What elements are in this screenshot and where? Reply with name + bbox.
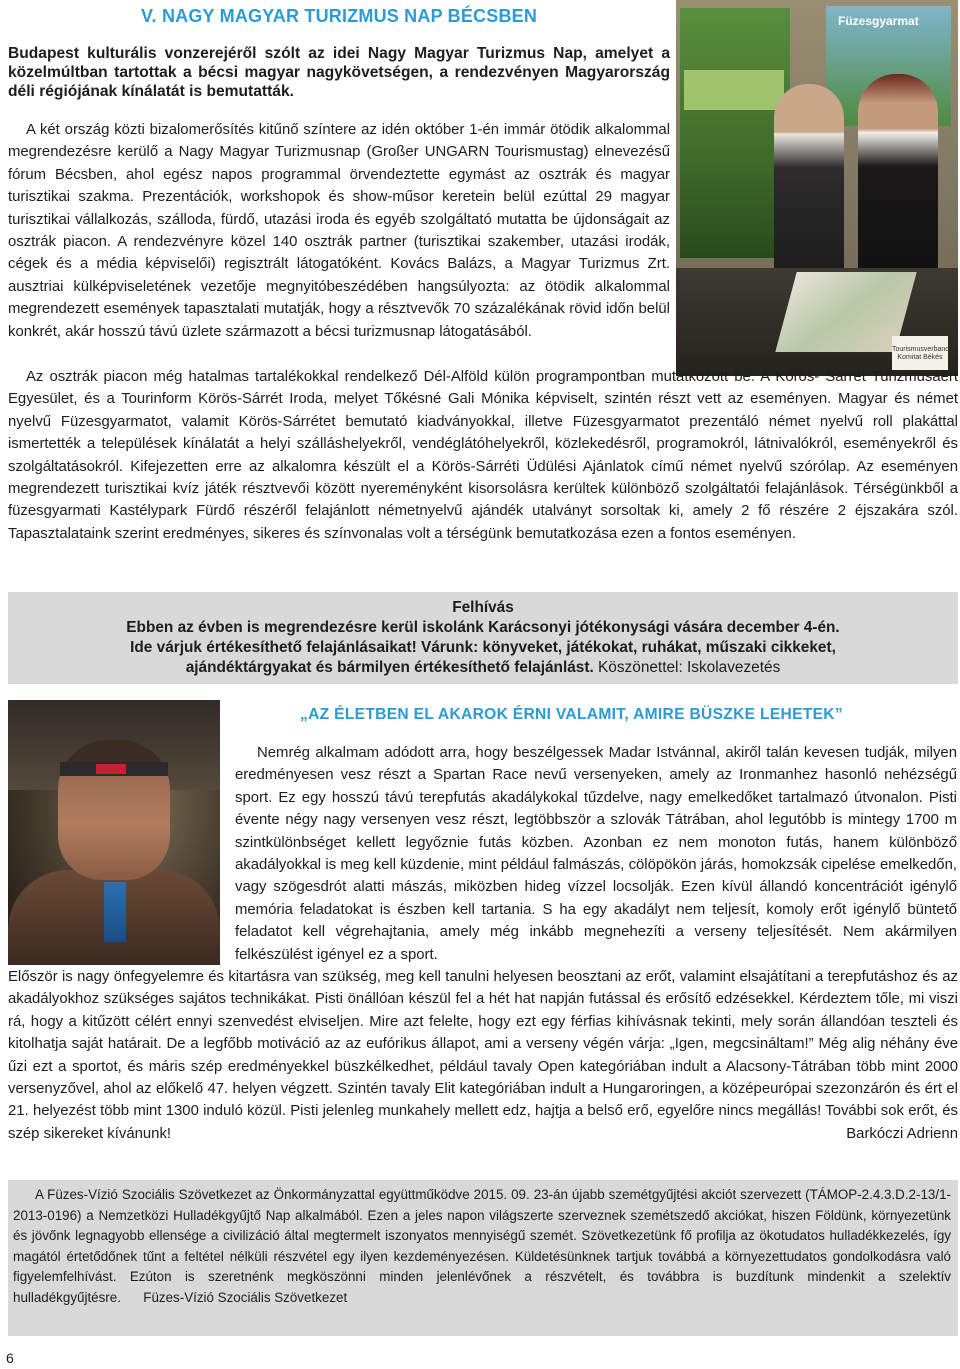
photo-medal-ribbon bbox=[104, 882, 126, 942]
article-lead: Budapest kulturális vonzerejéről szólt az idei Nagy Magyar Turizmus Nap, amelyet a közelmúltban tartottak a bécsi magyar nagykövetségen, a rendezvényen Magyarország déli régiójának kínálatát is bemutatták. bbox=[8, 45, 670, 100]
photo-person bbox=[774, 84, 844, 284]
interview-title: „AZ ÉLETBEN EL AKAROK ÉRNI VALAMIT, AMIRE BÜSZKE LEHETEK” bbox=[300, 706, 843, 723]
article-paragraph: Az osztrák piacon még hatalmas tartalékokkal rendelkező Dél-Alföld külön programpontban mutatkozott be. A Körös- Sárrét Turizmusáért Egyesület, és a Tourinform Körös-Sárrét Iroda, melyet Tőkésné Gali Mónika képviselt, szintén részt vett az eseményen. Magyar és német nyelvű Füzesgyarmatot, valamit Körös-Sárrétet bemutató kiadványokkal, illetve Füzesgyarmatot prezentáló német nyelvű roll plakáttal ismertették a települések kínálatát a helyi szálláshelyekről, vendéglátóhelyekről, közlekedésről, programokról, látnivalókról, eseményekről és szolgáltatásokról. Kifejezetten erre az alkalomra készült el a Körös-Sárréti Üdülési Ajánlatok című német nyelvű szórólap. Az eseményen megrendezett turisztikai kvíz játék résztvevői között nyereményként kisorsolásra kerültek különböző szolgáltatói felajánlások. Térségünkből a füzesgyarmati Kastélypark Fürdő részéről felajánlott németnyelvű ajándék utalványt sorsoltak ki, amely 2 fő részére 2 éjszakára szól. Tapasztalataink szerint eredményes, sikeres és színvonalas volt a térségünk bemutatkozása ezen a fontos eseményen. bbox=[8, 369, 958, 542]
interview-paragraph: Nemrég alkalmam adódott arra, hogy beszélgessek Madar Istvánnal, akiről talán kevesen tudják, milyen eredményesen vesz részt a Spartan Race nevű versenyeken, amely az Ironmanhez hasonló nehézségű sport. Ez egy hosszú távú terepfutás akadálykokal tűzdelve, nagy emelkedőket tartalmazó útvonalon. Pisti évente négy nagy versenyen vesz részt, legtöbbször a szlovák Tátrában, ahol legutóbb is mintegy 1700 m szintkülönbséget kellett legyőznie futás közben. Azonban ez nem monoton futás, hanem különböző akadályokkal is meg kell küzdenie, mint például falmászás, cölöpökön járás, homokzsák cipelése emelkedőn, vagy szögesdrót alatti mászás, miközben hideg vízzel locsolják. Ezen kívül állandó koncentrációt igénylő memória feladatokat is észben kell tartania. S ha egy akadályt nem teljesít, komoly erőt igénylő büntető feladatot kell végrehajtania, amely még inkább megnehezíti a verseny teljesítését. Nem akármilyen felkészülést igényel ez a sport. bbox=[235, 745, 957, 963]
footer-signature: Füzes-Vízió Szociális Szövetkezet bbox=[143, 1289, 348, 1305]
article-paragraph: A két ország közti bizalomerősítés kitűnő színtere az idén október 1-én immár ötödik alkalommal megrendezésre kerülő a Nagy Magyar Turizmusnap (Großer UNGARN Tourismustag) elnevezésű fórum Bécsben, ahol egész napos programmal örvendeztette egymást az osztrák és magyar turisztikai szakma. Prezentációk, workshopok és show-műsor keretein belül ezúttal 29 magyar turisztikai vállalkozás, szálloda, fürdő, utazási iroda és egyéb szolgáltató mutatta be újdonságait az osztrák piacon. A rendezvényre közel 140 osztrák partner (turisztikai szakember, utazási irodák, cégek és a média képviselői) regisztrált látogatóként. Kovács Balázs, a Magyar Turizmus Zrt. ausztriai külképviseletének vezetője megnyitóbeszédében hangsúlyozta: az ötödik alkalommal megrendezett események tapasztalati mutatják, hogy a résztvevők 70 százalékának rövid időn belül konkrét, akár hosszú távú üzlete származott a bécsi turizmusnap látogatásából. bbox=[8, 122, 670, 340]
announcement-heading: Felhívás bbox=[452, 599, 514, 616]
article-title: V. NAGY MAGYAR TURIZMUS NAP BÉCSBEN bbox=[141, 6, 538, 26]
photo-athlete-head bbox=[58, 740, 170, 880]
interview-author: Barkóczi Adrienn bbox=[846, 1125, 958, 1142]
photo-poster bbox=[684, 70, 784, 110]
interview-body-full bbox=[8, 966, 958, 1145]
announcement-line: Ebben az évben is megrendezésre kerül iskolánk Karácsonyi jótékonysági vására december 4-én. bbox=[126, 619, 840, 636]
announcement-line: Ide várjuk értékesíthető felajánlásaikat! Várunk: könyveket, játékokat, ruhákat, műszaki cikkeket, bbox=[130, 639, 836, 656]
announcement-signature: Köszönettel: Iskolavezetés bbox=[593, 659, 781, 676]
photo-sign: Tourismusverband Komitat Békés bbox=[892, 336, 948, 370]
article-body-full bbox=[8, 366, 958, 545]
article-body-column bbox=[8, 119, 670, 343]
interview-paragraph: Először is nagy önfegyelemre és kitartásra van szükség, meg kell tanulni helyesen beosztani az erőt, valamint elsajátítani a terepfutáshoz és az akadályokhoz szükséges sajátos technikákat. Pisti önállóan készül fel a hét hat napján futással és erősítő edzésekkel. Kérdeztem tőle, mi viszi rá, hogy a kitűzött célért ennyi szenvedést elviseljen. Mire azt felelte, hogy ezt egy férfias kihívásnak tekinti, mely során állandóan teszteli és kitolhatja saját határait. De a legfőbb motiváció az az eufórikus állapot, ami a verseny végén várja: „Igen, megcsináltam!” Még alig néhány éve űzi ezt a sportot, és máris szép eredményekkel büszkélkedhet, például tavaly Open kategóriában indult a Alacsony-Tátrában több mint 2000 versenyzővel, ahol az előkelő 47. helyen végzett. Szintén tavaly Elit kategóriában indult a Hungaroringen, a középeurópai szezonzárón és ért el 21. helyezést több mint 1300 induló közül. Pisti jelenleg munkahely mellett edz, hajtja a belső erő, egyelőre nincs megállás! További sok erőt, és szép sikereket kívánunk! bbox=[8, 969, 958, 1142]
announcement-line: ajándéktárgyakat és bármilyen értékesíthető felajánlást. Köszönettel: Iskolavezetés bbox=[185, 659, 781, 676]
interview-body-column bbox=[235, 742, 957, 966]
announcement-box bbox=[8, 592, 958, 684]
athlete-photo bbox=[8, 700, 220, 965]
footer-text bbox=[13, 1185, 951, 1309]
footer-paragraph: A Füzes-Vízió Szociális Szövetkezet az Önkormányzattal együttműködve 2015. 09. 23-án újabb szemétgyűjtési akciót szervezett (TÁMOP-2.4.3.D.2-13/1-2013-0196) a Nemzetközi Hulladékgyűjtő Nap alkalmából. Ezen a jeles napon világszerte szerveznek szemétszedő akciókat, hiszen Földünk, környezetünk és jövőnk legnagyobb ellensége a civilizáció által megtermelt iszonyatos mennyiségű szemét. Szövetkezetünk fő profilja az ökotudatos hulladékkezelés, így magától értetődőnek tűnt a feltétel nélküli részvétel egy ilyen kezdeményezésen. Küldetésünknek tartjuk továbbá a környezettudatos gondolkodásra való figyelemfelhívást. Ezúton is szeretnénk megköszönni minden jelenlévőnek a részvételt, és továbbra is buzdítunk mindenkit a szelektív hulladékgyűjtésre. bbox=[13, 1187, 951, 1305]
tourism-fair-photo bbox=[676, 0, 958, 376]
photo-headband bbox=[60, 762, 168, 776]
photo-person bbox=[858, 74, 938, 284]
photo-banner-text: Füzesgyarmat bbox=[838, 14, 919, 28]
page-number: 6 bbox=[6, 1350, 14, 1366]
